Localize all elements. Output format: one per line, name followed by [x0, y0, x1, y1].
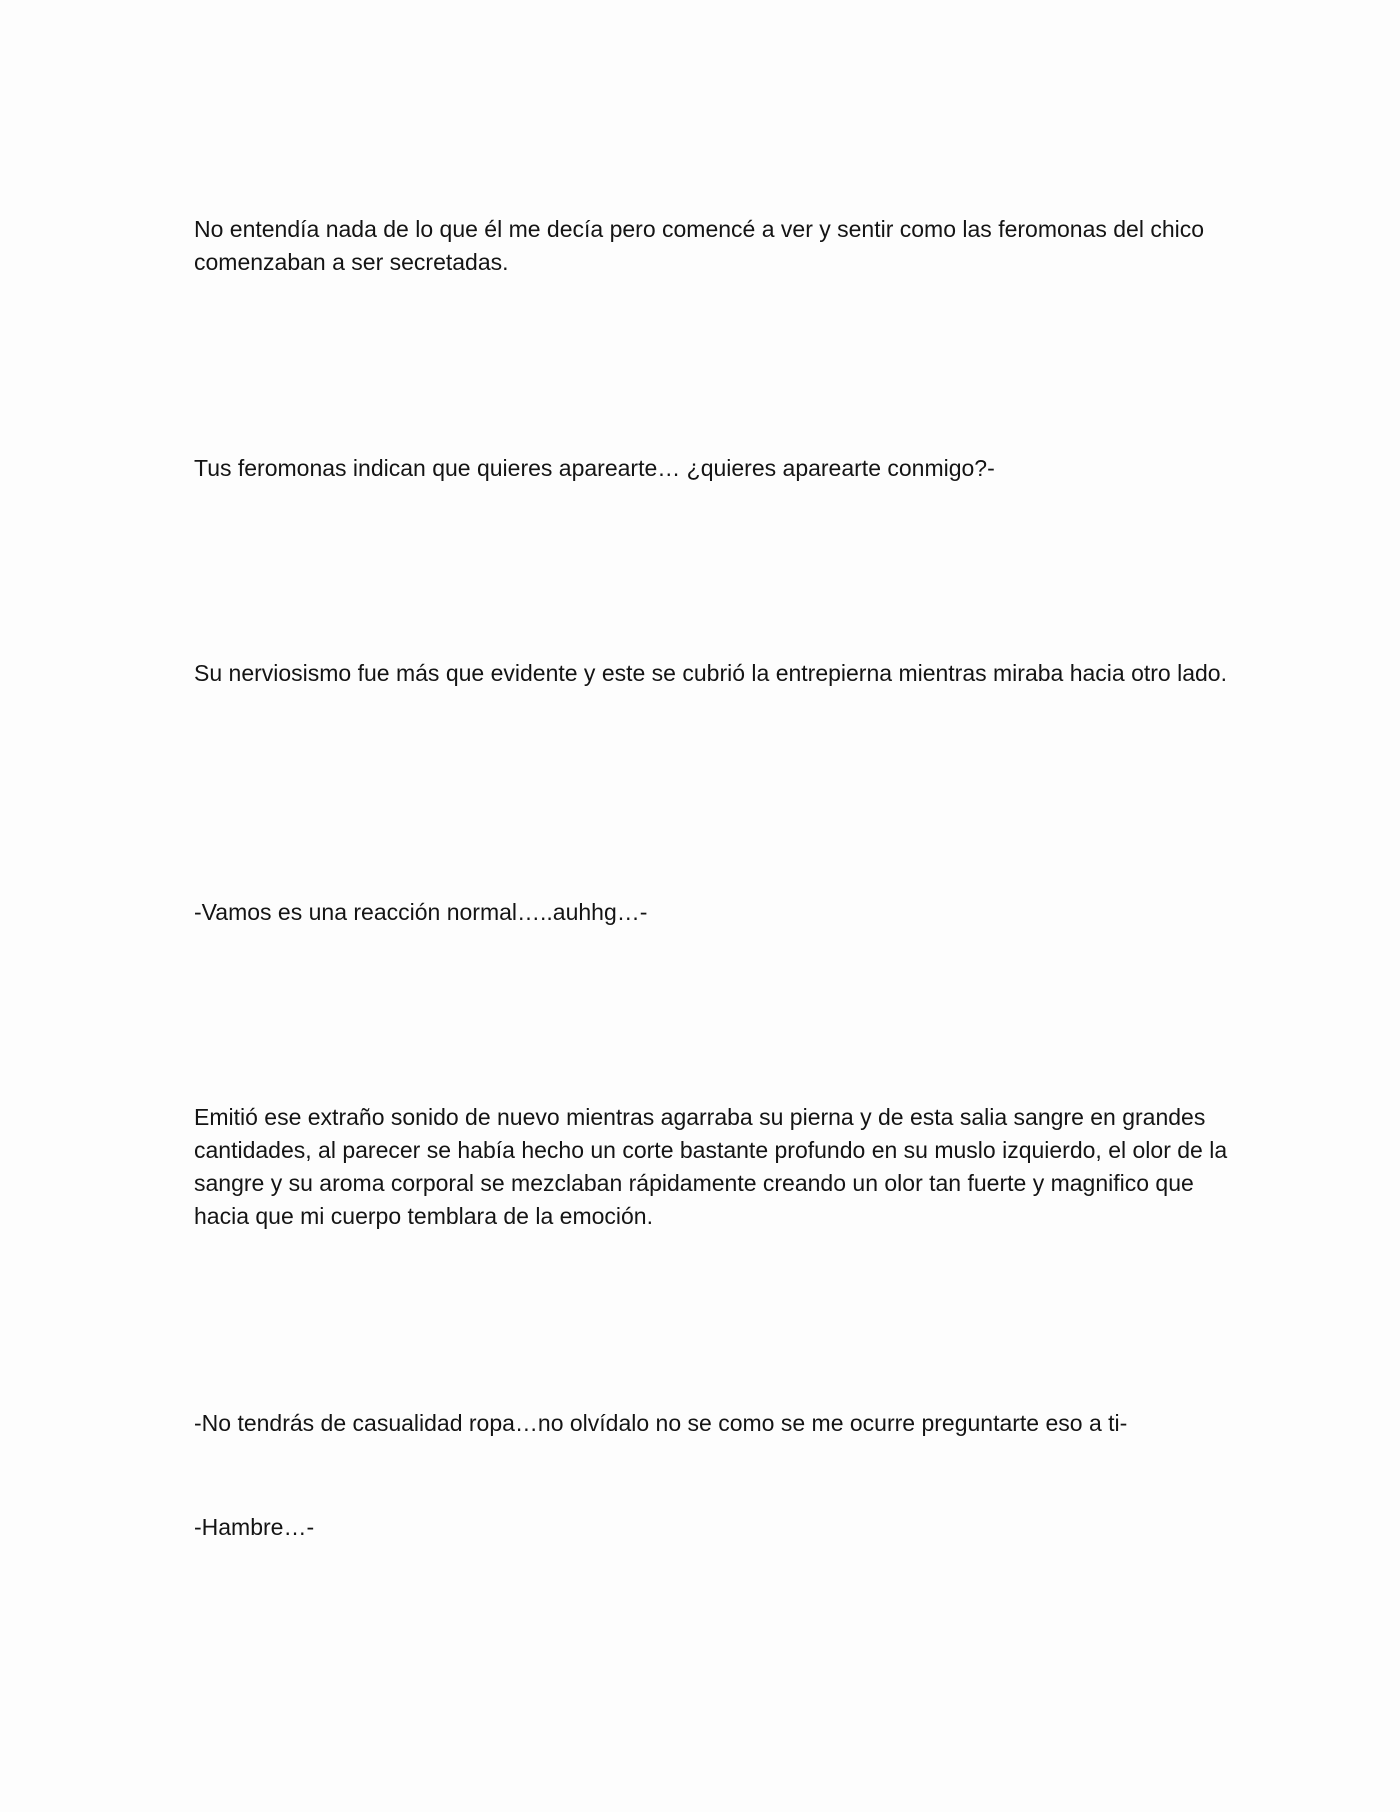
paragraph-7: -Hambre…- [194, 1514, 315, 1540]
paragraph-3: Su nerviosismo fue más que evidente y este se cubrió la entrepierna mientras miraba hacia otro lado. [194, 660, 1227, 686]
paragraph-5: Emitió ese extraño sonido de nuevo mientras agarraba su pierna y de esta salia sangre en grandes cantidades, al parecer se había hecho un corte bastante profundo en su muslo izquierdo, el olor de la sangre y su aroma corporal se mezclaban rápidamente creando un olor tan fuerte y magnifico que hacia que mi cuerpo temblara de la emoción. [194, 1104, 1228, 1229]
paragraph-6: -No tendrás de casualidad ropa…no olvídalo no se como se me ocurre preguntarte eso a ti- [194, 1410, 1128, 1436]
paragraph-1: No entendía nada de lo que él me decía pero comencé a ver y sentir como las feromonas del chico comenzaban a ser secretadas. [194, 216, 1205, 275]
paragraph-4: -Vamos es una reacción normal…..auhhg…- [194, 899, 648, 925]
paragraph-2: Tus feromonas indican que quieres aparearte… ¿quieres aparearte conmigo?- [194, 455, 995, 481]
